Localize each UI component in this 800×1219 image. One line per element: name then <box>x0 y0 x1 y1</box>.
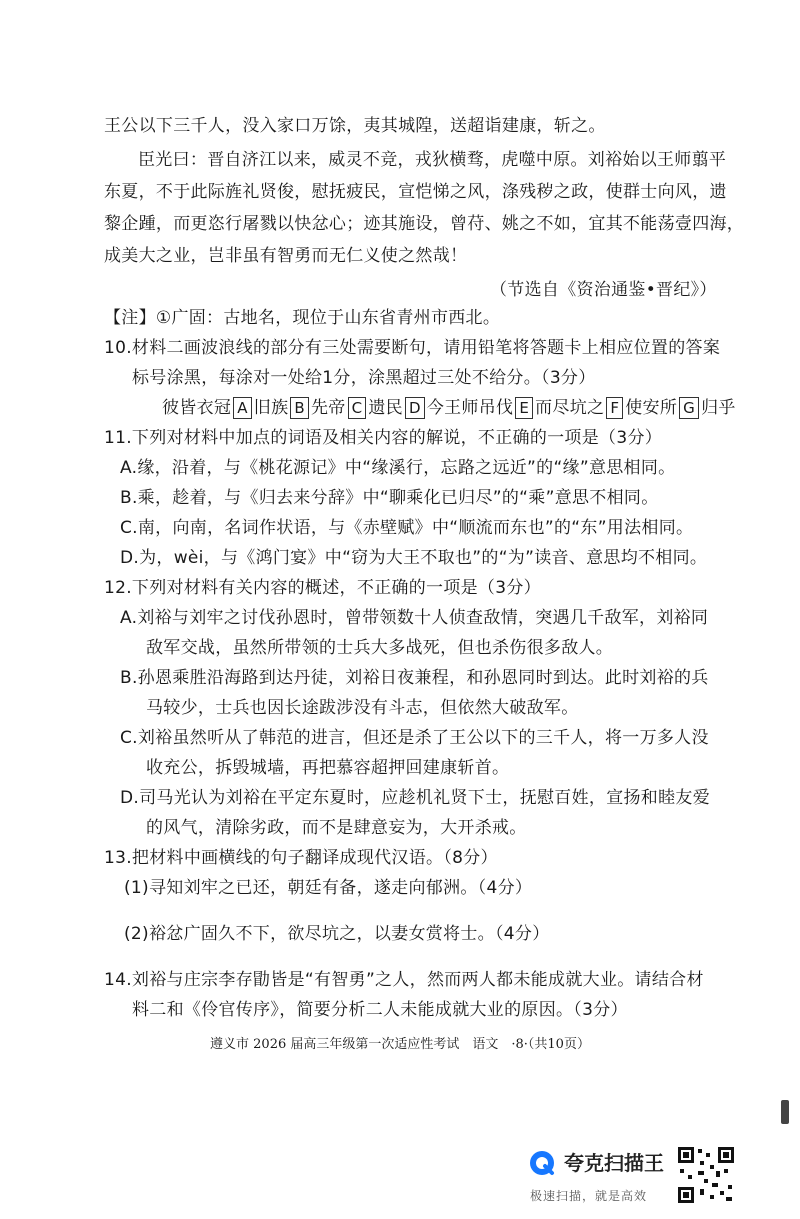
answer-box-a[interactable]: A <box>233 397 252 419</box>
answer-box-d[interactable]: D <box>405 397 425 419</box>
option-b-cont: 马较少，士兵也因长途跋涉没有斗志，但依然大破敌军。 <box>146 698 579 718</box>
question-13: 13.把材料中画横线的句子翻译成现代汉语。（8分） <box>104 848 498 868</box>
source-citation: （节选自《资治通鉴•晋纪》） <box>490 280 717 300</box>
segment: 使安所 <box>625 398 678 418</box>
option-d: D.司马光认为刘裕在平定东夏时，应趁机礼贤下士，抚慰百姓，宣扬和睦友爱 <box>120 788 710 808</box>
answer-box-g[interactable]: G <box>679 397 699 419</box>
text-line: 王公以下三千人，没入家口万馀，夷其城隍，送超诣建康，斩之。 <box>104 116 606 136</box>
segment: 彼皆衣冠 <box>162 398 232 418</box>
qr-code-icon <box>676 1145 736 1205</box>
text-line: 臣光曰：晋自济江以来，威灵不竞，戎狄横骛，虎噬中原。刘裕始以王师翦平 <box>138 150 727 170</box>
brand-tagline: 极速扫描，就是高效 <box>530 1189 648 1203</box>
segment: 归乎 <box>701 398 736 418</box>
option-b: B.孙恩乘胜沿海路到达丹徒，刘裕日夜兼程，和孙恩同时到达。此时刘裕的兵 <box>120 668 709 688</box>
page-footer: 遵义市 2026 届高三年级第一次适应性考试 语文 ·8·（共10页） <box>210 1037 590 1052</box>
answer-box-c[interactable]: C <box>348 397 367 419</box>
brand-name: 夸克扫描王 <box>564 1151 664 1175</box>
quark-logo-icon <box>528 1149 556 1177</box>
question-13-part-2: (2)裕忿广固久不下，欲尽坑之，以妻女赏将士。（4分） <box>124 924 550 944</box>
option-b: B.乘，趁着，与《归去来兮辞》中“聊乘化已归尽”的“乘”意思不相同。 <box>120 488 659 508</box>
question-14: 14.刘裕与庄宗李存勖皆是“有智勇”之人，然而两人都未能成就大业。请结合材 <box>104 970 704 990</box>
question-11: 11.下列对材料中加点的词语及相关内容的解说，不正确的一项是（3分） <box>104 428 663 448</box>
option-d: D.为，wèi，与《鸿门宴》中“窃为大王不取也”的“为”读音、意思均不相同。 <box>120 548 708 568</box>
annotation-note: 【注】①广固：古地名，现位于山东省青州市西北。 <box>104 308 501 328</box>
option-d-cont: 的风气，清除劣政，而不是肆意妄为，大开杀戒。 <box>146 818 527 838</box>
answer-box-e[interactable]: E <box>515 397 533 419</box>
text-line: 东夏，不于此际旌礼贤俊，慰抚疲民，宣恺悌之风，涤残秽之政，使群士向风，遗 <box>104 182 727 202</box>
segment: 今王师吊伐 <box>426 398 514 418</box>
text-line: 成美大之业，岂非虽有智勇而无仁义使之然哉！ <box>104 246 468 266</box>
sentence-break-row <box>162 396 736 420</box>
scroll-marker <box>781 1100 789 1124</box>
option-c: C.刘裕虽然听从了韩范的进言，但还是杀了王公以下的三千人，将一万多人没 <box>120 728 709 748</box>
option-a: A.刘裕与刘牢之讨伐孙恩时，曾带领数十人侦查敌情，突遇几千敌军，刘裕同 <box>120 608 709 628</box>
question-14-cont: 料二和《伶官传序》，简要分析二人未能成就大业的原因。（3分） <box>132 1000 628 1020</box>
question-10: 10.材料二画波浪线的部分有三处需要断句，请用铅笔将答题卡上相应位置的答案 <box>104 338 721 358</box>
option-c: C.南，向南，名词作状语，与《赤壁赋》中“顺流而东也”的“东”用法相同。 <box>120 518 694 538</box>
question-13-part-1: (1)寻知刘牢之已还，朝廷有备，遂走向郁洲。（4分） <box>124 878 533 898</box>
option-a-cont: 敌军交战，虽然所带领的士兵大多战死，但也杀伤很多敌人。 <box>146 638 614 658</box>
segment: 旧族 <box>253 398 289 418</box>
question-12: 12.下列对材料有关内容的概述，不正确的一项是（3分） <box>104 578 541 598</box>
answer-box-b[interactable]: B <box>290 397 309 419</box>
text-line: 黎企踵，而更恣行屠戮以快忿心；迹其施设，曾苻、姚之不如，宜其不能荡壹四海， <box>104 214 745 234</box>
question-10-cont: 标号涂黑，每涂对一处给1分，涂黑超过三处不给分。（3分） <box>132 368 596 388</box>
segment: 遗民 <box>368 398 403 418</box>
answer-box-f[interactable]: F <box>606 397 623 419</box>
option-c-cont: 收充公，拆毁城墙，再把慕容超押回建康斩首。 <box>146 758 510 778</box>
option-a: A.缘，沿着，与《桃花源记》中“缘溪行，忘路之远近”的“缘”意思相同。 <box>120 458 676 478</box>
segment: 而尽坑之 <box>535 398 605 418</box>
segment: 先帝 <box>310 398 346 418</box>
scanner-watermark <box>528 1145 788 1209</box>
